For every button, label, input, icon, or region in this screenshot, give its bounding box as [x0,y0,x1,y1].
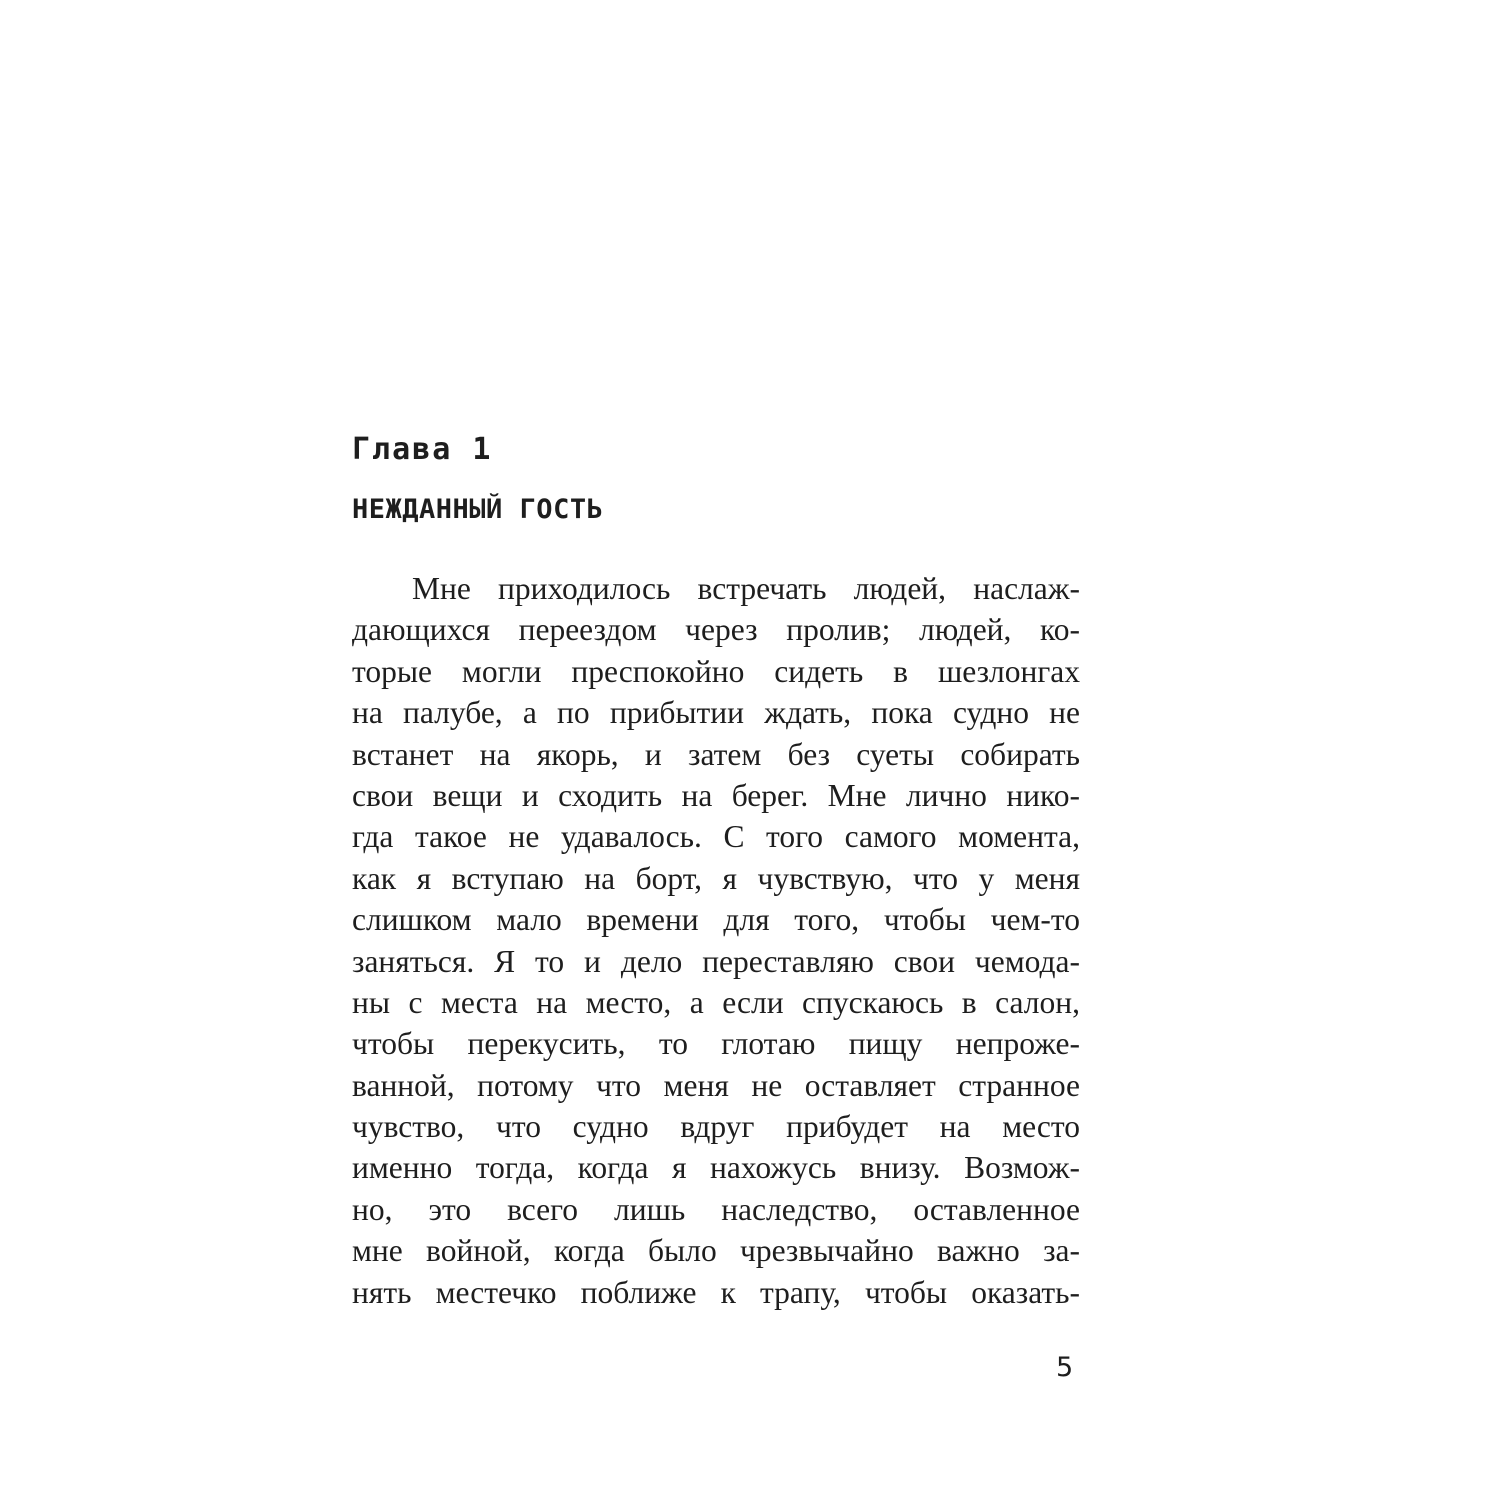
text-line: мне войной, когда было чрезвычайно важно за- [352,1233,1080,1269]
text-line: на палубе, а по прибытии ждать, пока судно не [352,695,1080,731]
text-line: слишком мало времени для того, чтобы чем-то [352,902,1080,938]
text-line: заняться. Я то и дело переставляю свои чемода- [352,943,1080,979]
chapter-label: Глава 1 [352,432,493,467]
text-line: торые могли преспокойно сидеть в шезлонгах [352,653,1080,689]
text-line: нять местечко поближе к трапу, чтобы оказать- [352,1274,1080,1310]
text-line: ны с места на место, а если спускаюсь в салон, [352,984,1080,1020]
text-line: ванной, потому что меня не оставляет странное [352,1067,1080,1103]
text-line: но, это всего лишь наследство, оставленное [352,1191,1080,1227]
text-line: именно тогда, когда я нахожусь внизу. Возмож- [352,1150,1080,1186]
text-line: как я вступаю на борт, я чувствую, что у меня [352,860,1080,896]
text-line: дающихся переездом через пролив; людей, ко- [352,612,1080,648]
text-line: свои вещи и сходить на берег. Мне лично нико- [352,777,1080,813]
text-line: встанет на якорь, и затем без суеты собирать [352,736,1080,772]
body-text [352,568,1080,1313]
chapter-title: НЕЖДАННЫЙ ГОСТЬ [352,494,604,525]
text-line: гда такое не удавалось. С того самого момента, [352,819,1080,855]
text-line: чтобы перекусить, то глотаю пищу непроже- [352,1026,1080,1062]
text-line: чувство, что судно вдруг прибудет на место [352,1109,1080,1145]
text-line: Мне приходилось встречать людей, наслаж- [412,571,1080,606]
page-number: 5 [1056,1352,1074,1383]
